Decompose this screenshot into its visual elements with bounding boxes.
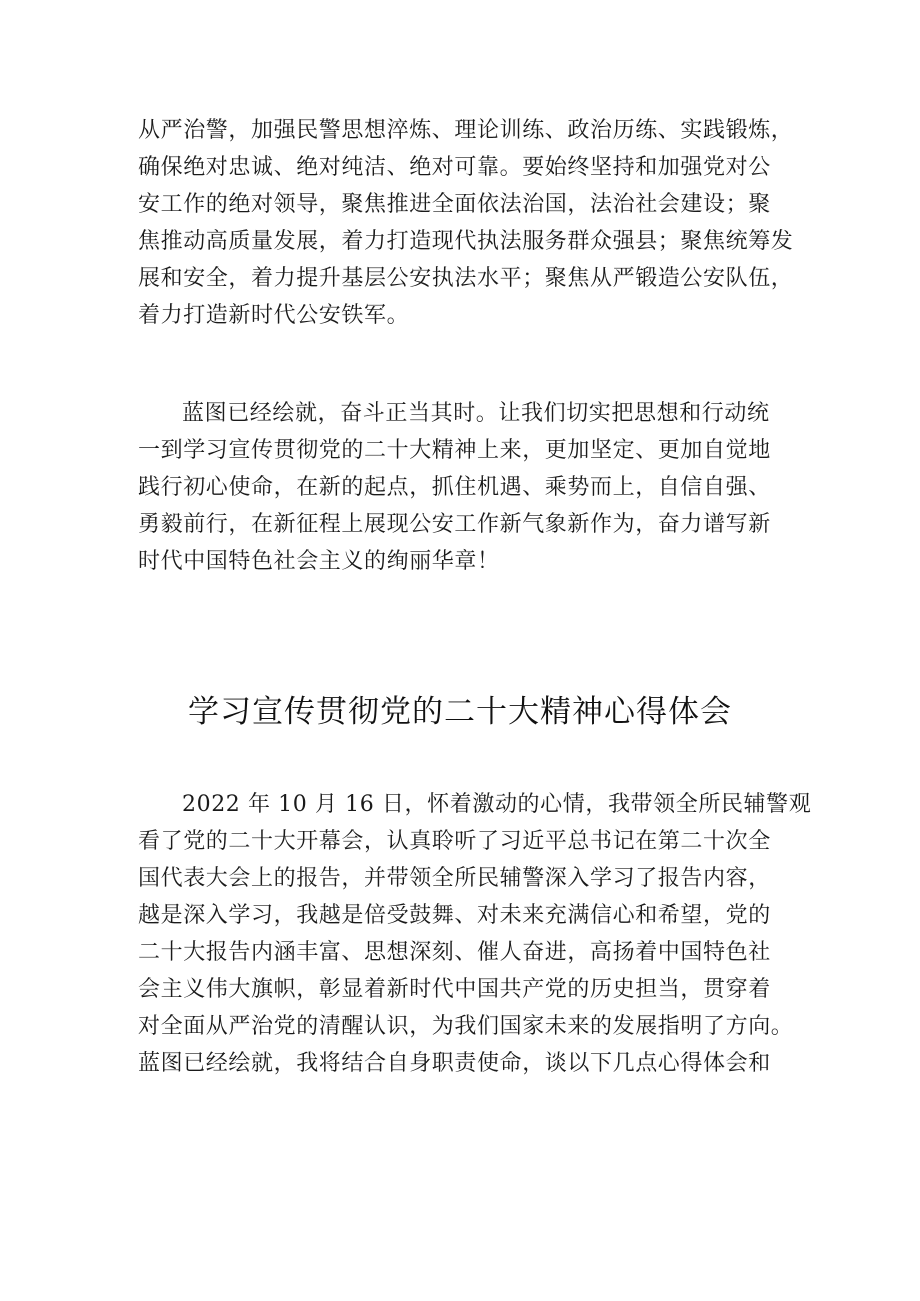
text-line: 着力打造新时代公安铁军。 [138, 303, 410, 328]
text-line: 展和安全，着力提升基层公安执法水平；聚焦从严锻造公安队伍， [138, 266, 794, 291]
text-line: 从严治警，加强民警思想淬炼、理论训练、政治历练、实践锻炼， [138, 118, 794, 143]
text-line: 对全面从严治党的清醒认识，为我们国家未来的发展指明了方向。 [138, 1014, 794, 1039]
text-line: 蓝图已经绘就，我将结合自身职责使命，谈以下几点心得体会和 [138, 1051, 771, 1076]
paragraph-intro [138, 786, 812, 1082]
text-line: 一到学习宣传贯彻党的二十大精神上来，更加坚定、更加自觉地 [138, 438, 771, 463]
text-line: 二十大报告内涵丰富、思想深刻、催人奋进，高扬着中国特色社 [138, 940, 771, 965]
paragraph-continuation [138, 112, 798, 334]
text-line: 时代中国特色社会主义的绚丽华章！ [138, 549, 500, 574]
text-line: 越是深入学习，我越是倍受鼓舞、对未来充满信心和希望，党的 [138, 903, 771, 928]
text-line: 2022 年 10 月 16 日，怀着激动的心情，我带领全所民辅警观 [182, 792, 812, 817]
text-line: 蓝图已经绘就，奋斗正当其时。让我们切实把思想和行动统 [182, 401, 770, 426]
text-line: 践行初心使命，在新的起点，抓住机遇、乘势而上，自信自强、 [138, 475, 771, 500]
paragraph-conclusion [138, 395, 798, 580]
text-line: 确保绝对忠诚、绝对纯洁、绝对可靠。要始终坚持和加强党对公 [138, 155, 771, 180]
text-line: 焦推动高质量发展，着力打造现代执法服务群众强县；聚焦统筹发 [138, 229, 794, 254]
article-heading: 学习宣传贯彻党的二十大精神心得体会 [188, 694, 732, 730]
text-line: 会主义伟大旗帜，彰显着新时代中国共产党的历史担当，贯穿着 [138, 977, 771, 1002]
text-line: 勇毅前行，在新征程上展现公安工作新气象新作为，奋力谱写新 [138, 512, 771, 537]
text-line: 安工作的绝对领导，聚焦推进全面依法治国，法治社会建设；聚 [138, 192, 771, 217]
text-line: 国代表大会上的报告，并带领全所民辅警深入学习了报告内容， [138, 866, 771, 891]
text-line: 看了党的二十大开幕会，认真聆听了习近平总书记在第二十次全 [138, 829, 771, 854]
